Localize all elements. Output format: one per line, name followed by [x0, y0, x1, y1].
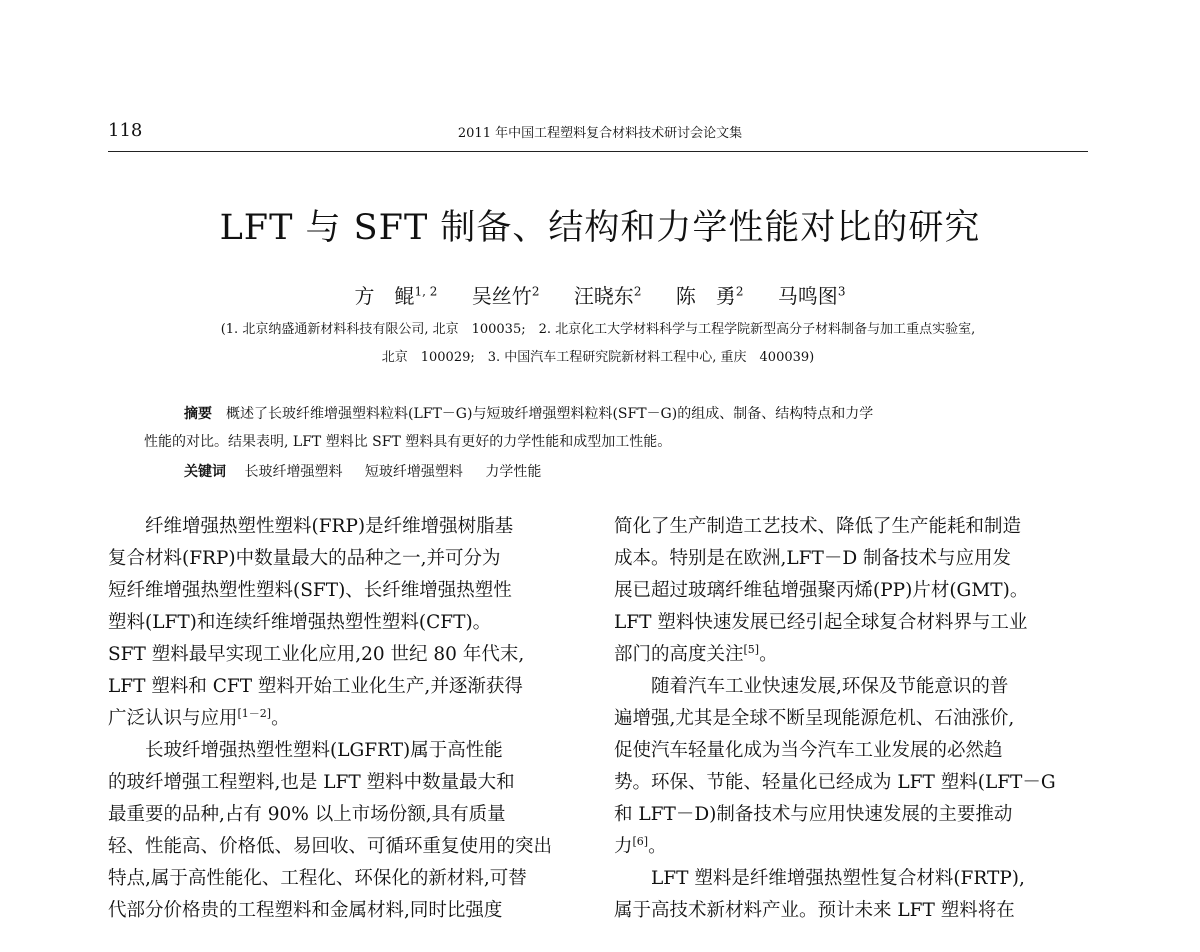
- keyword: 短玻纤增强塑料: [364, 464, 463, 480]
- keywords-label: 关键词: [184, 464, 226, 480]
- body-line: [614, 864, 1025, 890]
- body-line: [108, 896, 502, 922]
- body-line-text: 展已超过玻璃纤维毡增强聚丙烯(PP)片材(GMT)。: [614, 580, 1029, 601]
- author-affil-sup: 2: [735, 284, 744, 299]
- body-line: [108, 544, 501, 570]
- body-line-text: 轻、性能高、价格低、易回收、可循环重复使用的突出: [108, 836, 553, 857]
- body-line: [108, 608, 491, 634]
- author-affil-sup: 1, 2: [414, 284, 438, 299]
- affiliation-line-2: 北京 100029; 3. 中国汽车工程研究院新材料工程中心, 重庆 400039): [381, 350, 815, 365]
- author: [778, 284, 846, 308]
- body-line-text: 部门的高度关注: [614, 644, 744, 665]
- author-name: 方 鲲: [354, 284, 415, 308]
- body-line-text: 和 LFT－D)制备技术与应用快速发展的主要推动: [614, 804, 1013, 825]
- keyword: 力学性能: [485, 464, 542, 480]
- author-name: 吴丝竹: [471, 284, 532, 308]
- keyword: 长玻纤增强塑料: [244, 464, 343, 480]
- body-line-text: 长玻纤增强热塑性塑料(LGFRT)属于高性能: [108, 740, 503, 761]
- body-line: [614, 800, 1012, 826]
- body-line: [614, 736, 1003, 762]
- body-line-text: 遍增强,尤其是全球不断呈现能源危机、石油涨价,: [614, 708, 1015, 729]
- body-line-text: 的玻纤增强工程塑料,也是 LFT 塑料中数量最大和: [108, 772, 515, 793]
- body-line: [108, 704, 290, 730]
- body-line: [108, 576, 512, 602]
- body-line-text: SFT 塑料最早实现工业化应用,20 世纪 80 年代末,: [108, 644, 525, 665]
- body-line: [614, 896, 1015, 922]
- author-affil-sup: 3: [837, 284, 846, 299]
- header-rule: [108, 151, 1088, 152]
- abstract-label: 摘要: [184, 406, 212, 422]
- body-line-text: 短纤维增强热塑性塑料(SFT)、长纤维增强热塑性: [108, 580, 512, 601]
- body-line-text: LFT 塑料和 CFT 塑料开始工业化生产,并逐渐获得: [108, 676, 523, 697]
- body-line: [108, 800, 506, 826]
- body-line-tail: 。: [759, 644, 778, 665]
- author-affil-sup: 2: [531, 284, 540, 299]
- citation-ref: [6]: [632, 834, 649, 848]
- body-line-text: 广泛认识与应用: [108, 708, 238, 729]
- body-line-text: 力: [614, 836, 633, 857]
- body-line: [614, 544, 1011, 570]
- citation-ref: [5]: [743, 642, 760, 656]
- author: [355, 284, 438, 308]
- author: [574, 284, 642, 308]
- keywords: [184, 461, 559, 481]
- body-line-text: 势。环保、节能、轻量化已经成为 LFT 塑料(LFT－G: [614, 772, 1056, 793]
- citation-ref: [1－2]: [237, 706, 272, 720]
- body-line: [614, 576, 1028, 602]
- body-line: [108, 864, 527, 890]
- affiliation-line-1: (1. 北京纳盛通新材料科技有限公司, 北京 100035; 2. 北京化工大学材料科学与工程学院新型高分子材料制备与加工重点实验室,: [220, 322, 976, 337]
- abstract-line-2: 性能的对比。结果表明, LFT 塑料比 SFT 塑料具有更好的力学性能和成型加工性能。: [144, 434, 672, 450]
- body-line-text: 复合材料(FRP)中数量最大的品种之一,并可分为: [108, 548, 501, 569]
- paper-title: LFT 与 SFT 制备、结构和力学性能对比的研究: [219, 208, 981, 248]
- body-line-text: 纤维增强热塑性塑料(FRP)是纤维增强树脂基: [108, 516, 514, 537]
- body-line: [108, 640, 524, 666]
- abstract-text: 概述了长玻纤维增强塑料粒料(LFT－G)与短玻纤增强塑料粒料(SFT－G)的组成、制备、结构特点和力学: [226, 406, 874, 422]
- body-line: [614, 704, 1014, 730]
- author-list: [0, 280, 1200, 309]
- body-line: [614, 608, 1027, 634]
- body-line-tail: 。: [648, 836, 667, 857]
- author-affil-sup: 2: [633, 284, 642, 299]
- running-title: 2011 年中国工程塑料复合材料技术研讨会论文集: [457, 126, 743, 141]
- author-name: 陈 勇: [675, 284, 736, 308]
- body-line-text: 代部分价格贵的工程塑料和金属材料,同时比强度: [108, 900, 503, 921]
- body-line-text: 塑料(LFT)和连续纤维增强热塑性塑料(CFT)。: [108, 612, 492, 633]
- body-line: [108, 512, 513, 538]
- body-line: [108, 672, 523, 698]
- body-line-text: 特点,属于高性能化、工程化、环保化的新材料,可替: [108, 868, 527, 889]
- body-line-text: 促使汽车轻量化成为当今汽车工业发展的必然趋: [614, 740, 1003, 761]
- body-line-text: 最重要的品种,占有 90% 以上市场份额,具有质量: [108, 804, 506, 825]
- body-line-text: 随着汽车工业快速发展,环保及节能意识的普: [614, 676, 1009, 697]
- page-number: 118: [108, 120, 143, 141]
- abstract-line-1: [184, 403, 873, 423]
- body-line: [614, 640, 778, 666]
- body-line: [614, 832, 667, 858]
- body-line-text: 简化了生产制造工艺技术、降低了生产能耗和制造: [614, 516, 1022, 537]
- body-line: [108, 768, 515, 794]
- body-line: [614, 672, 1008, 698]
- body-line-text: 属于高技术新材料产业。预计未来 LFT 塑料将在: [614, 900, 1015, 921]
- body-line-text: LFT 塑料快速发展已经引起全球复合材料界与工业: [614, 612, 1028, 633]
- body-line: [108, 832, 552, 858]
- body-line-text: LFT 塑料是纤维增强热塑性复合材料(FRTP),: [614, 868, 1025, 889]
- body-line: [108, 736, 503, 762]
- body-line: [614, 512, 1021, 538]
- author: [676, 284, 744, 308]
- author-name: 汪晓东: [573, 284, 634, 308]
- author-name: 马鸣图: [777, 284, 838, 308]
- author: [472, 284, 540, 308]
- body-line-tail: 。: [271, 708, 290, 729]
- body-line-text: 成本。特别是在欧洲,LFT－D 制备技术与应用发: [614, 548, 1012, 569]
- body-line: [614, 768, 1056, 794]
